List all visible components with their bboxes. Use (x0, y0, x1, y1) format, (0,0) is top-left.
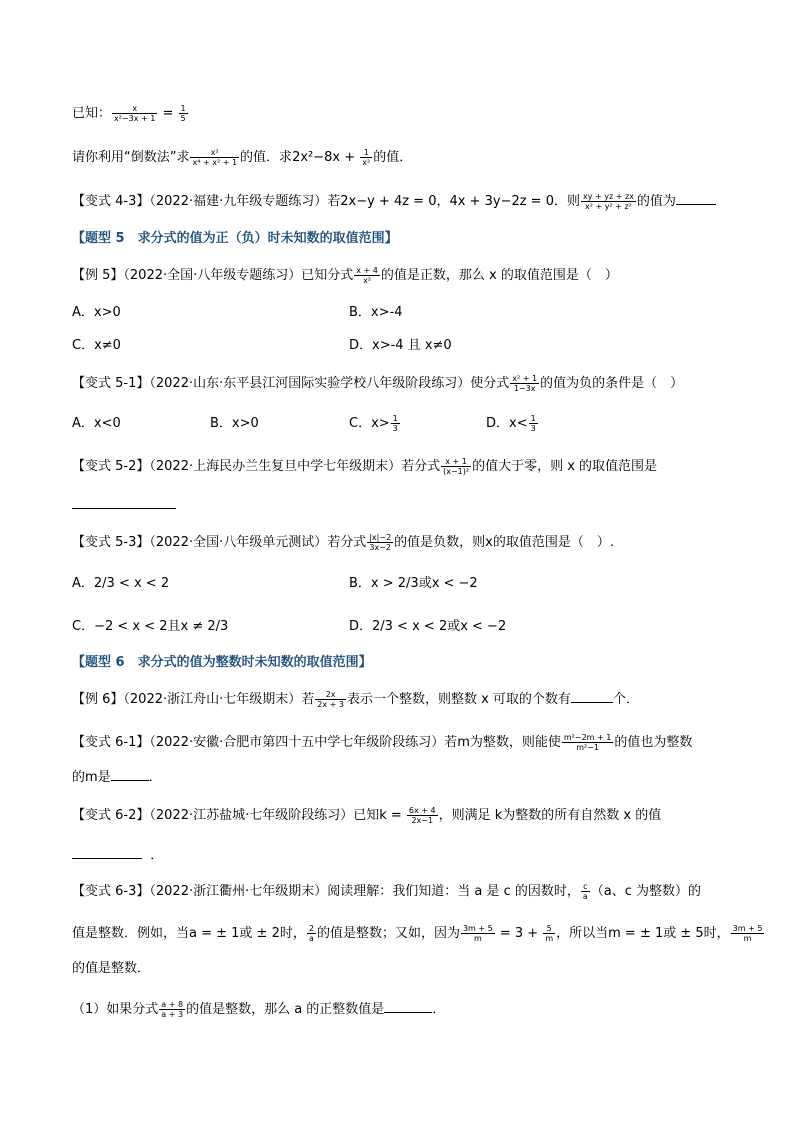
option-d[interactable] (486, 414, 539, 434)
fraction (581, 882, 590, 901)
option-c[interactable]: C．−2 < x < 2且x ≠ 2/3 (72, 619, 229, 634)
text: 的值大于零，则 x 的取值范围是 (472, 459, 658, 474)
source: （2022·安徽·合肥市第四十五中学七年级阶段练习）若m为整数，则能使 (149, 735, 561, 750)
option-c[interactable]: C．x≠0 (72, 338, 121, 353)
fraction (190, 148, 239, 167)
denominator: (x−1)² (443, 467, 470, 476)
text: 表示一个整数，则整数 x 可取的个数有 (346, 692, 571, 707)
fraction (562, 733, 613, 752)
variant-6-3-q1 (72, 1000, 445, 1020)
variant-4-3 (72, 192, 716, 212)
answer-blank[interactable] (384, 1000, 432, 1013)
answer-blank[interactable] (571, 690, 613, 703)
numerator: xy + yz + zx (582, 192, 634, 201)
fraction (315, 690, 346, 709)
option-b[interactable]: B．x > 2/3或x < −2 (349, 576, 478, 591)
denominator: 1−3x (513, 384, 536, 393)
variant-6-1 (72, 733, 692, 753)
numerator: 2 (308, 924, 314, 933)
text: 请你利用“倒数法”求 (72, 150, 190, 165)
fraction (307, 924, 316, 943)
denominator: 3x−2 (369, 543, 391, 552)
fraction (529, 414, 538, 433)
numerator: 3m + 5 (462, 924, 493, 933)
text: C．x> (349, 416, 390, 431)
text: 值是整数．例如，当a = ± 1或 ± 2时， (72, 926, 306, 941)
text: = 3 + (495, 926, 543, 941)
fraction (407, 806, 438, 825)
source: （2022·全国·八年级单元测试）若分式 (149, 535, 367, 550)
text: ． (150, 848, 164, 863)
fraction (581, 192, 636, 211)
numerator: 1 (530, 414, 536, 423)
text: = (158, 106, 178, 121)
denominator: x⁴ + x² + 1 (192, 158, 238, 167)
variant-5-3 (72, 533, 614, 553)
text: ． (432, 1002, 446, 1017)
denominator: a (308, 934, 314, 943)
answer-blank[interactable] (111, 768, 149, 781)
fraction (510, 374, 539, 393)
option-b[interactable]: B．x>0 (210, 416, 259, 431)
text: 的值是正数，那么 x 的取值范围是（ ） (380, 268, 618, 283)
text: 的值是负数，则x的取值范围是（ ）. (394, 535, 614, 550)
fraction (543, 924, 555, 943)
text: 的值．求 (240, 150, 293, 165)
numerator: x + 4 (356, 266, 378, 275)
source: （2022·福建·九年级专题练习）若 (149, 194, 341, 209)
denominator: m (545, 934, 554, 943)
option-a[interactable]: A．x<0 (72, 416, 121, 431)
source: （2022·江苏盐城·七年级阶段练习）已知k = (149, 808, 406, 823)
ask-line (72, 148, 412, 168)
answer-blank[interactable] (72, 846, 142, 859)
fraction (112, 104, 157, 123)
source: （2022·全国·八年级专题练习）已知分式 (123, 268, 354, 283)
source: （2022·浙江舟山·七年级期末）若 (123, 692, 315, 707)
answer-blank[interactable] (72, 496, 176, 516)
answer-blank[interactable] (676, 192, 716, 205)
option-a[interactable]: A．2/3 < x < 2 (72, 576, 170, 591)
numerator: 5 (543, 924, 555, 934)
option-c[interactable] (349, 414, 401, 434)
numerator: x² + 1 (512, 374, 538, 383)
variant-5-2 (72, 457, 657, 477)
fraction (354, 266, 380, 285)
equation: 2x−y + 4z = 0，4x + 3y−2z = 0．则 (340, 194, 580, 209)
question-tag: 【变式 6-2】 (72, 808, 150, 823)
question-tag: 【变式 6-3】 (72, 884, 150, 899)
variant-6-2-line2 (72, 846, 163, 866)
fraction (159, 1000, 185, 1019)
text: D．x< (486, 416, 528, 431)
source: （2022·山东·东平县江河国际实验学校八年级阶段练习）使分式 (149, 376, 510, 391)
variant-6-3-line3: 的值是整数． (72, 961, 151, 976)
question-tag: 【变式 4-3】 (72, 194, 150, 209)
variant-6-2 (72, 806, 661, 826)
text: 的值为负的条件是（ ） (540, 376, 684, 391)
text: 已知： (72, 106, 112, 121)
denominator: 3 (530, 424, 536, 433)
variant-6-3-line2 (72, 924, 765, 944)
section-title-6: 【题型 6 求分式的值为整数时未知数的取值范围】 (72, 655, 372, 670)
question-tag: 【变式 5-2】 (72, 459, 150, 474)
text: 的值是整数；又如，因为 (316, 926, 460, 941)
question-tag: 【变式 6-1】 (72, 735, 150, 750)
option-a[interactable]: A．x>0 (72, 305, 121, 320)
denominator: a + 3 (161, 1010, 184, 1019)
numerator: 6x + 4 (408, 806, 436, 815)
option-d[interactable]: D．2/3 < x < 2或x < −2 (349, 619, 507, 634)
denominator: x²−3x + 1 (114, 114, 156, 123)
fraction (461, 924, 495, 943)
question-tag: 【例 5】 (72, 268, 124, 283)
text: 的m是 (72, 770, 111, 785)
denominator: x² + y² + z² (584, 202, 632, 211)
variant-5-1 (72, 374, 683, 394)
text: ，则满足 k为整数的所有自然数 x 的值 (438, 808, 662, 823)
text: （a、c 为整数）的 (590, 884, 702, 899)
fraction (731, 924, 765, 943)
text: 的值为 (636, 194, 676, 209)
question-tag: 【变式 5-1】 (72, 376, 150, 391)
fraction (360, 148, 372, 167)
text: 的值是整数，那么 a 的正整数值是 (186, 1002, 385, 1017)
numerator: |x|−2 (369, 533, 392, 542)
numerator: c (581, 882, 590, 892)
numerator: x² (190, 148, 239, 158)
example-5 (72, 266, 618, 286)
denominator: m²−1 (576, 743, 600, 752)
fraction (179, 104, 188, 123)
denominator: m (473, 934, 482, 943)
text: （1）如果分式 (72, 1002, 159, 1017)
numerator: m²−2m + 1 (563, 733, 612, 742)
numerator: 1 (360, 148, 372, 158)
denominator: 5 (180, 114, 186, 123)
source: （2022·上海民办兰生复旦中学七年级期末）若分式 (149, 459, 441, 474)
numerator: a + 8 (161, 1000, 184, 1009)
numerator: 1 (180, 104, 186, 113)
question-tag: 【变式 5-3】 (72, 535, 150, 550)
denominator: 3 (392, 424, 398, 433)
text: 的值也为整数 (614, 735, 693, 750)
numerator: x + 1 (441, 457, 471, 467)
variant-6-1-line2 (72, 768, 162, 788)
numerator: 3m + 5 (732, 924, 763, 933)
source: （2022·浙江衢州·七年级期末）阅读理解：我们知道：当 a 是 c 的因数时， (149, 884, 580, 899)
numerator: 2x (315, 690, 346, 700)
fraction (367, 533, 393, 552)
option-d[interactable]: D．x>-4 且 x≠0 (349, 338, 452, 353)
denominator: 2x + 3 (317, 700, 344, 709)
denominator: a (582, 892, 588, 901)
text: ． (148, 770, 162, 785)
denominator: m (743, 934, 752, 943)
option-b[interactable]: B．x>-4 (349, 305, 403, 320)
text: ，所以当m = ± 1或 ± 5时， (556, 926, 730, 941)
numerator: x (112, 104, 157, 114)
denominator: x² (362, 158, 371, 167)
section-title-5: 【题型 5 求分式的值为正（负）时未知数的取值范围】 (72, 231, 398, 246)
text: 个． (612, 692, 639, 707)
fraction (391, 414, 400, 433)
text: 的值． (373, 150, 413, 165)
expression: 2x²−8x + (292, 150, 360, 165)
example-6 (72, 690, 639, 710)
denominator: 2x−1 (411, 816, 434, 825)
question-tag: 【例 6】 (72, 692, 124, 707)
numerator: 1 (392, 414, 398, 423)
denominator: x² (363, 276, 372, 285)
given-line (72, 104, 189, 124)
variant-6-3 (72, 882, 701, 902)
fraction (441, 457, 471, 476)
